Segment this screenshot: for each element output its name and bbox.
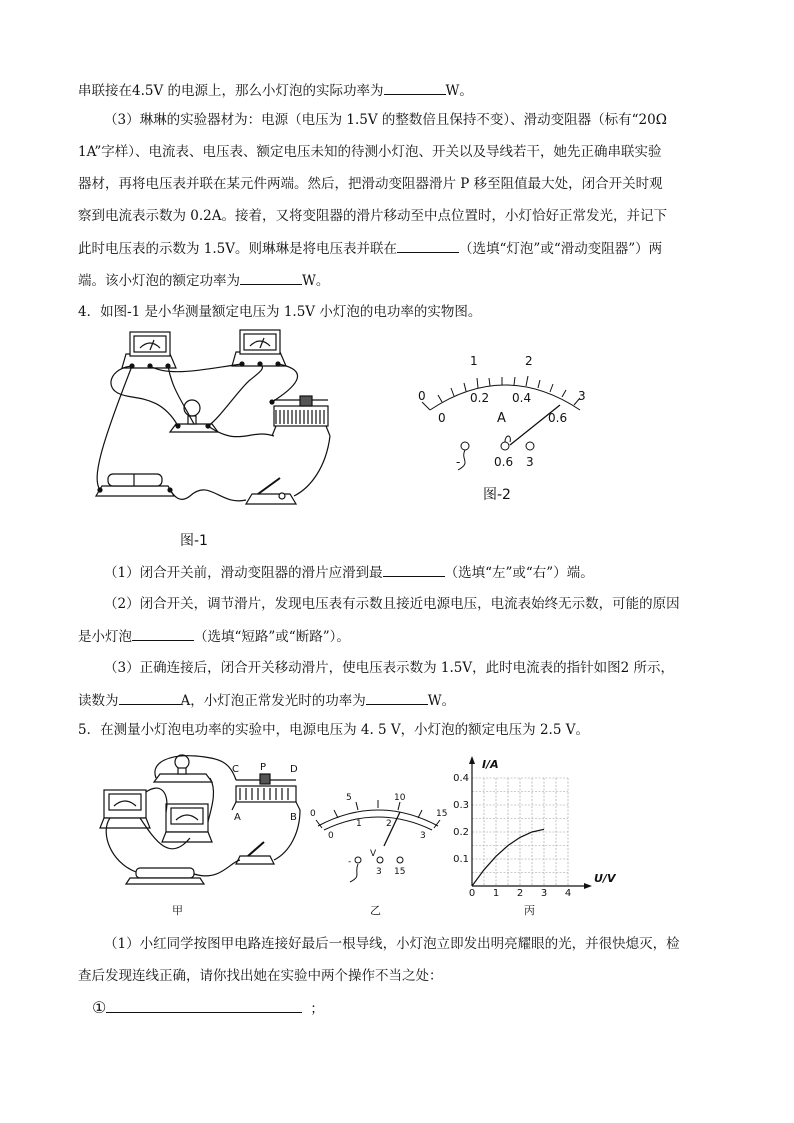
- rheostat-device: [270, 396, 330, 436]
- terminal-3: [526, 442, 534, 450]
- q4-part3-line1: （3）正确连接后，闭合开关移动滑片，使电压表示数为 1.5V，此时电流表的指针如图2 所示，: [104, 660, 674, 676]
- x-tick-label: 0: [468, 888, 476, 899]
- item-end: ；: [310, 1001, 324, 1017]
- y-tick-label: 0.4: [453, 773, 469, 784]
- switch-device: [236, 842, 274, 864]
- scale-top-0: 0: [418, 389, 426, 403]
- rheostat-label-A: A: [234, 812, 241, 823]
- q4-part2-text: 是小灯泡: [78, 629, 132, 645]
- rheostat-device: [232, 774, 300, 810]
- scale-top-5: 5: [346, 793, 352, 803]
- x-axis-label: U/V: [594, 872, 616, 885]
- q5-part1-item1: [92, 998, 324, 1019]
- scale-bottom-2: 2: [386, 819, 392, 829]
- q4-part1-end: （选填“左”或“右”）端。: [444, 565, 594, 581]
- terminal-0.6: [501, 442, 509, 450]
- answer-blank[interactable]: [132, 626, 194, 641]
- x-tick-label: 3: [540, 888, 548, 899]
- q3-part3-line4: 察到电流表示数为 0.2A。接着，又将变阻器的滑片移动至中点位置时，小灯恰好正常发光，并记下: [78, 208, 668, 224]
- rheostat-label-C: C: [232, 764, 239, 775]
- answer-blank[interactable]: [397, 238, 459, 253]
- q5-figure-jia-circuit: [100, 752, 310, 892]
- terminal-minus: [355, 857, 361, 863]
- scale-bottom-0.4: 0.4: [512, 391, 532, 405]
- q3-part3-line6: [78, 270, 329, 291]
- answer-blank[interactable]: [383, 562, 445, 577]
- x-tick-label: 2: [516, 888, 524, 899]
- rheostat-label-P: P: [260, 762, 267, 773]
- scale-bottom-3: 3: [420, 831, 426, 841]
- scale-top-15: 15: [436, 809, 448, 819]
- ammeter-device: [122, 332, 176, 368]
- q3-part3-line6-text: 端。该小灯泡的额定功率为: [78, 273, 240, 289]
- q3-line1-text: 串联接在4.5V 的电源上，那么小灯泡的实际功率为: [78, 83, 384, 99]
- x-axis-arrow: [584, 883, 592, 889]
- terminal-label-0.6: 0.6: [494, 455, 514, 469]
- q4-part3-text-c: W。: [427, 693, 456, 709]
- q3-line1-end: W。: [445, 83, 473, 99]
- q5-intro: 5．在测量小灯泡电功率的实验中，电源电压为 4. 5 V，小灯泡的额定电压为 2.5 V。: [78, 722, 589, 738]
- q4-intro: 4．如图-1 是小华测量额定电压为 1.5V 小灯泡的电功率的实物图。: [78, 304, 482, 320]
- scale-top-10: 10: [394, 793, 406, 803]
- q5-figure-bing-chart: [448, 752, 618, 898]
- voltmeter-device: [232, 330, 286, 366]
- q4-part2-line2: [78, 626, 350, 647]
- rheostat-label-B: B: [290, 812, 297, 823]
- q4-part2-end: （选填“短路”或“断路”）。: [194, 629, 350, 645]
- answer-blank[interactable]: [119, 690, 181, 705]
- scale-bottom-1: 1: [356, 819, 362, 829]
- q3-part3-line6-end: W。: [302, 273, 330, 289]
- answer-blank[interactable]: [366, 690, 428, 705]
- answer-blank[interactable]: [384, 80, 446, 95]
- figure-bing-label: 丙: [524, 904, 535, 917]
- scale-bottom-0: 0: [328, 831, 334, 841]
- battery-device: [96, 474, 174, 496]
- y-tick-label: 0.2: [453, 827, 469, 838]
- scale-top-1: 1: [470, 354, 478, 368]
- q4-part3-line2: [78, 690, 455, 711]
- figure-1-label: 图-1: [180, 533, 208, 549]
- q3-part3-line1: （3）琳琳的实验器材为：电源（电压为 1.5V 的整数倍且保持不变）、滑动变阻器（标有“20Ω: [104, 112, 667, 128]
- q3-part3-line3: 器材，再将电压表并联在某元件两端。然后，把滑动变阻器滑片 P 移至阻值最大处，闭合开关时观: [78, 176, 663, 192]
- meter-unit: V: [370, 849, 377, 859]
- meter-unit: A: [497, 411, 506, 426]
- q4-part2-line1: （2）闭合开关，调节滑片，发现电压表有示数且接近电源电压，电流表始终无示数，可能的原因: [104, 596, 680, 612]
- item-number: ①: [92, 998, 107, 1017]
- scale-top-0: 0: [310, 809, 316, 819]
- q3-part3-line5-text: 此时电压表的示数为 1.5V。则琳琳是将电压表并联在: [78, 241, 398, 257]
- y-tick-label: 0.3: [453, 800, 469, 811]
- figure-jia-label: 甲: [172, 904, 183, 917]
- q5-part1-line2: 查后发现连线正确，请你找出她在实验中两个操作不当之处：: [78, 968, 443, 984]
- scale-bottom-0.2: 0.2: [470, 391, 490, 405]
- terminal-label-3: 3: [376, 867, 382, 877]
- answer-blank[interactable]: [106, 998, 302, 1013]
- rheostat-label-D: D: [290, 764, 298, 775]
- y-axis-label: I/A: [482, 758, 499, 771]
- figure-2-label: 图-2: [483, 487, 511, 503]
- x-tick-label: 1: [492, 888, 500, 899]
- q4-part1: [104, 562, 594, 583]
- terminal-3: [377, 857, 383, 863]
- terminal-label-minus: -: [348, 857, 352, 867]
- q4-part3-text-a: 读数为: [78, 693, 119, 709]
- q4-figure-1-circuit: [90, 328, 330, 528]
- terminal-15: [397, 857, 403, 863]
- battery-device: [126, 868, 204, 884]
- ammeter-device: [162, 804, 212, 842]
- x-tick-label: 4: [564, 888, 572, 899]
- answer-blank[interactable]: [240, 270, 302, 285]
- q4-figure-2-ammeter: [410, 350, 600, 480]
- q5-part1-line1: （1）小红同学按图甲电路连接好最后一根导线，小灯泡立即发出明亮耀眼的光，并很快熄灭，检: [104, 936, 680, 952]
- scale-bottom-0.6: 0.6: [548, 411, 568, 425]
- scale-top-2: 2: [525, 354, 533, 368]
- y-tick-label: 0.1: [453, 854, 469, 865]
- scale-top-3: 3: [578, 389, 586, 403]
- figure-yi-label: 乙: [370, 904, 381, 917]
- scale-bottom-0: 0: [438, 411, 446, 425]
- q4-part3-text-b: A，小灯泡正常发光时的功率为: [180, 693, 366, 709]
- q3-part3-line5: [78, 238, 662, 259]
- q3-line1: [78, 80, 473, 101]
- lamp-device: [154, 755, 212, 782]
- y-axis-arrow: [469, 756, 475, 764]
- terminal-minus: [461, 442, 469, 450]
- terminal-label-minus: -: [456, 455, 461, 469]
- q4-part1-text: （1）闭合开关前，滑动变阻器的滑片应滑到最: [104, 565, 383, 581]
- terminal-label-3: 3: [526, 455, 534, 469]
- terminal-label-15: 15: [394, 867, 406, 877]
- q3-part3-line5-end: （选填“灯泡”或“滑动变阻器”）两: [459, 241, 663, 257]
- q3-part3-line2: 1A”字样）、电流表、电压表、额定电压未知的待测小灯泡、开关以及导线若干，她先正确串联实验: [78, 144, 662, 160]
- q5-figure-yi-voltmeter: [308, 790, 448, 890]
- switch-device: [246, 478, 296, 504]
